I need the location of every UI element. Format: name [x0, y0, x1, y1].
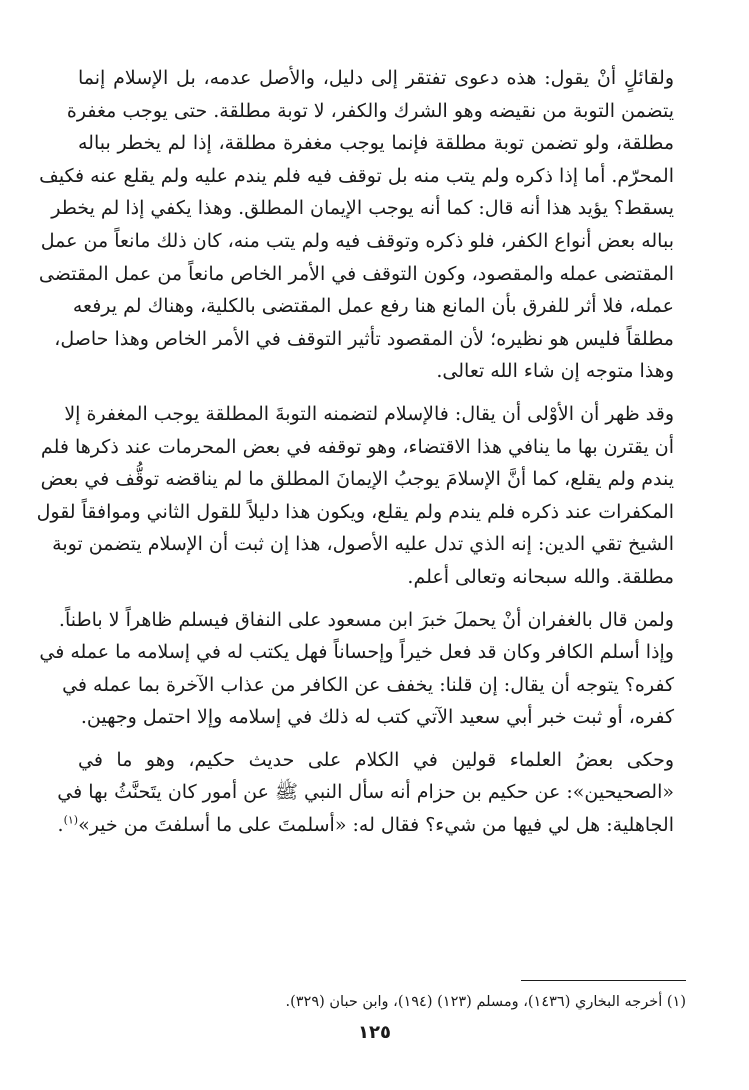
- text-line: «الصحيحين»: عن حكيم بن حزام أنه سأل النبي ﷺ عن أمور كان يتَحنَّثُ بها في: [57, 781, 674, 804]
- paragraph-3: [39, 604, 686, 734]
- text-line: كفره، أو ثبت خبر أبي سعيد الآتي كتب له ذلك في إسلامه وإلا احتمل وجهين.: [80, 706, 674, 729]
- footnote: (١) أخرجه البخاري (١٤٣٦)، ومسلم (١٢٣) (١٩٤)، وابن حبان (٣٢٩).: [285, 994, 686, 1010]
- text-line-content: الجاهلية: هل لي فيها من شيء؟ فقال له: «أسلمتَ على ما أسلفتَ من خير»: [78, 814, 674, 837]
- line-end-punctuation: .: [57, 814, 64, 837]
- text-line: ولقائلٍ أنْ يقول: هذه دعوى تفتقر إلى دليل، والأصل عدمه، بل الإسلام إنما: [78, 67, 674, 89]
- paragraph-2: [36, 398, 686, 594]
- text-line: عمله، فلا أثر للفرق بأن المانع هنا رفع عمل المقتضى بالكلية، وهناك لم يرفعه: [72, 295, 674, 318]
- text-line: المقتضى عمله والمقصود، وكون التوقف في الأمر الخاص مانعاً من عمل المقتضى: [38, 262, 674, 285]
- text-line: مطلقاً فليس هو نظيره؛ لأن المقصود تأثير التوقف في الأمر الخاص وهذا حاصل،: [54, 327, 674, 350]
- footnote-divider: [521, 980, 686, 981]
- footnote-reference[interactable]: (١): [63, 813, 79, 827]
- text-line: بباله بعض أنواع الكفر، فلو ذكره وتوقف فيه ولم يتب منه، كان ذلك مانعاً من عمل: [40, 229, 674, 252]
- page-number: ١٢٥: [358, 1022, 391, 1043]
- paragraph-1: [38, 62, 686, 388]
- text-line: المكفرات عند ذكره فلم يندم ولم يقلع، ويكون هذا دليلاً للقول الثاني وموافقاً لقول: [36, 500, 674, 523]
- text-line: كفره؟ يتوجه أن يقال: إن قلنا: يخفف عن الكافر من عذاب الآخرة بما عمله في: [62, 673, 674, 696]
- text-line: [57, 809, 686, 842]
- text-line: يندم ولم يقلع، كما أنَّ الإسلامَ يوجبُ الإيمانَ المطلق ما لم يناقضه توقُّف في بعض: [40, 468, 674, 491]
- text-line: وقد ظهر أن الأوْلى أن يقال: فالإسلام لتضمنه التوبةَ المطلقة يوجب المغفرة إلا: [64, 402, 674, 425]
- text-line: أن يقترن بها ما ينافي هذا الاقتضاء، وهو توقفه في بعض المحرمات عند ذكرها فلم: [40, 435, 674, 458]
- main-text: [36, 62, 686, 852]
- text-line: وحكى بعضُ العلماء قولين في الكلام على حديث حكيم، وهو ما في: [78, 748, 674, 771]
- text-line: يتضمن التوبة من نقيضه وهو الشرك والكفر، لا توبة مطلقة. حتى يوجب مغفرة: [66, 99, 674, 122]
- text-line: الشيخ تقي الدين: إنه الذي تدل عليه الأصول، هذا إن ثبت أن الإسلام يتضمن توبة: [52, 533, 674, 556]
- text-line: ولمن قال بالغفران أنْ يحملَ خبرَ ابن مسعود على النفاق فيسلم ظاهراً لا باطناً.: [58, 608, 674, 631]
- text-line: المحرّم. أما إذا ذكره ولم يتب منه بل توقف فيه فلم يندم عليه ولم يقلع عنه فكيف: [39, 164, 674, 187]
- text-line: وهذا متوجه إن شاء الله تعالى.: [436, 360, 674, 383]
- paragraph-4: [57, 744, 686, 842]
- text-line: مطلقة. والله سبحانه وتعالى أعلم.: [407, 565, 674, 588]
- text-line: وإذا أسلم الكافر وكان قد فعل خيراً وإحساناً فهل يكتب له في إسلامه ما عمله في: [39, 641, 674, 664]
- text-line: مطلقة، ولو تضمن توبة مطلقة فإنما يوجب مغفرة مطلقة، إذا لم يخطر بباله: [78, 132, 674, 155]
- text-line: يسقط؟ يؤيد هذا أنه قال: كما أنه يوجب الإيمان المطلق. وهذا يكفي إذا لم يخطر: [51, 197, 674, 220]
